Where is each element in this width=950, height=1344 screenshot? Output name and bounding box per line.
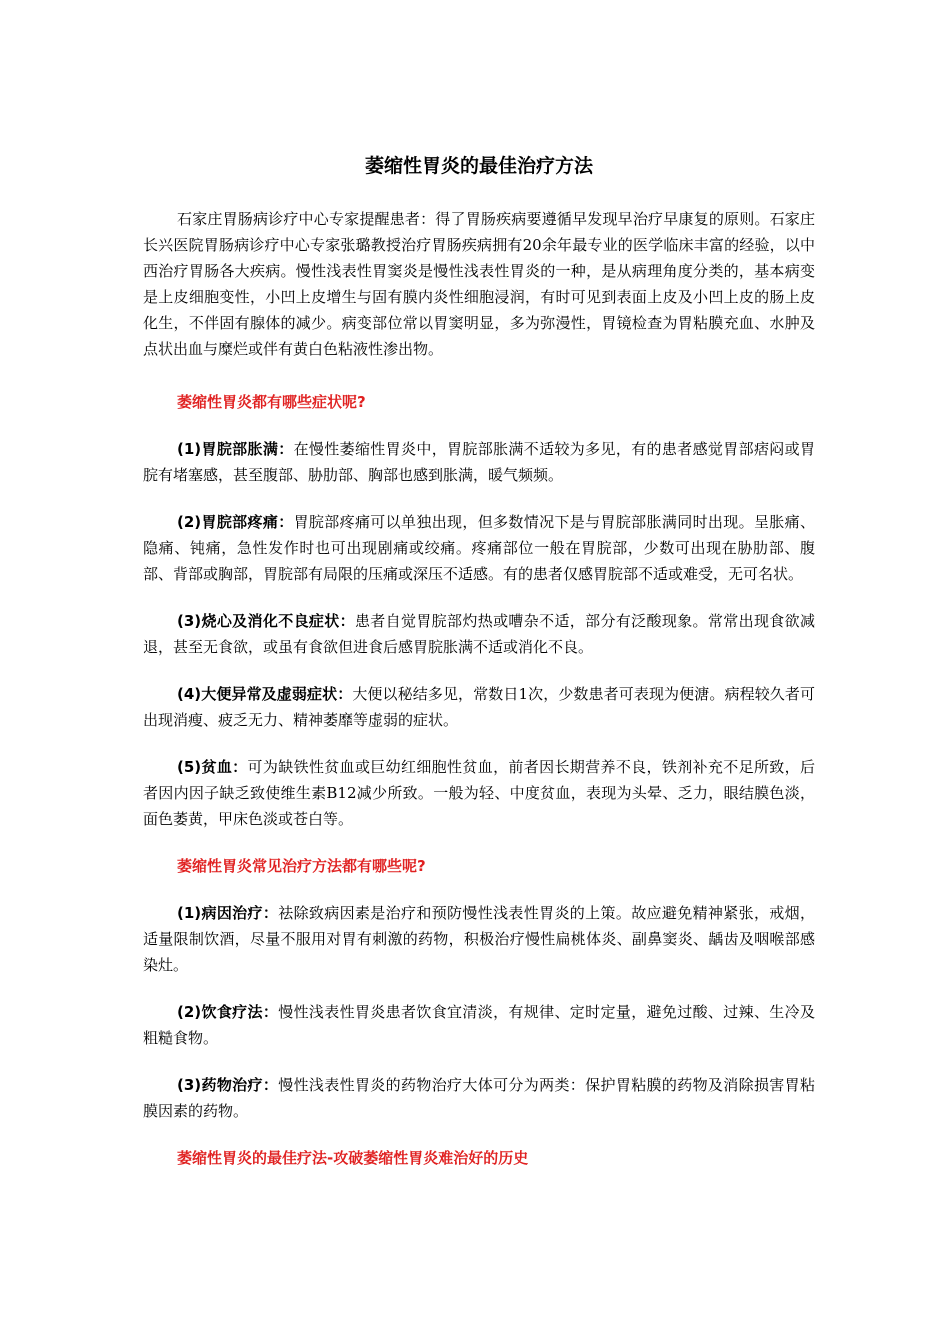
item-text: 慢性浅表性胃炎患者饮食宜清淡，有规律、定时定量，避免过酸、过辣、生冷及粗糙食物。 <box>143 1003 815 1047</box>
section-heading-treatments: 萎缩性胃炎常见治疗方法都有哪些呢? <box>177 857 426 875</box>
item-lead: (2)胃脘部疼痛： <box>177 513 294 531</box>
treatment-item <box>143 999 815 1051</box>
item-lead: (1)病因治疗： <box>177 904 279 922</box>
item-text: 胃脘部疼痛可以单独出现，但多数情况下是与胃脘部胀满同时出现。呈胀痛、隐痛、钝痛，急性发作时也可出现剧痛或绞痛。疼痛部位一般在胃脘部，少数可出现在胁肋部、腹部、背部或胸部，胃脘部有局限的压痛或深压不适感。有的患者仅感胃脘部不适或难受，无可名状。 <box>143 513 815 583</box>
item-lead: (4)大便异常及虚弱症状： <box>177 685 353 703</box>
treatment-item <box>143 900 815 978</box>
item-text: 祛除致病因素是治疗和预防慢性浅表性胃炎的上策。故应避免精神紧张，戒烟，适量限制饮酒，尽量不服用对胃有刺激的药物，积极治疗慢性扁桃体炎、副鼻窦炎、龋齿及咽喉部感染灶。 <box>143 904 815 974</box>
symptom-item <box>143 436 815 488</box>
item-lead: (5)贫血： <box>177 758 248 776</box>
item-lead: (2)饮食疗法： <box>177 1003 279 1021</box>
item-lead: (3)药物治疗： <box>177 1076 279 1094</box>
symptom-item <box>143 608 815 660</box>
symptom-item <box>143 509 815 587</box>
item-text: 慢性浅表性胃炎的药物治疗大体可分为两类：保护胃粘膜的药物及消除损害胃粘膜因素的药物。 <box>143 1076 815 1120</box>
section-heading-symptoms: 萎缩性胃炎都有哪些症状呢? <box>177 393 366 411</box>
item-text: 患者自觉胃脘部灼热或嘈杂不适，部分有泛酸现象。常常出现食欲减退，甚至无食欲，或虽有食欲但进食后感胃脘胀满不适或消化不良。 <box>143 612 815 656</box>
symptom-item <box>143 754 815 832</box>
item-text: 大便以秘结多见，常数日1次，少数患者可表现为便溏。病程较久者可出现消瘦、疲乏无力、精神萎靡等虚弱的症状。 <box>143 685 816 729</box>
document-title: 萎缩性胃炎的最佳治疗方法 <box>364 155 593 177</box>
intro-paragraph: 石家庄胃肠病诊疗中心专家提醒患者：得了胃肠疾病要遵循早发现早治疗早康复的原则。石家庄长兴医院胃肠病诊疗中心专家张璐教授治疗胃肠疾病拥有20余年最专业的医学临床丰富的经验，以中西治疗胃肠各大疾病。慢性浅表性胃窦炎是慢性浅表性胃炎的一种，是从病理角度分类的，基本病变是上皮细胞变性，小凹上皮增生与固有膜内炎性细胞浸润，有时可见到表面上皮及小凹上皮的肠上皮化生，不伴固有腺体的减少。病变部位常以胃窦明显，多为弥漫性，胃镜检查为胃粘膜充血、水肿及点状出血与糜烂或伴有黄白色粘液性渗出物。 <box>143 210 815 358</box>
item-text: 可为缺铁性贫血或巨幼红细胞性贫血，前者因长期营养不良，铁剂补充不足所致，后者因内因子缺乏致使维生素B12减少所致。一般为轻、中度贫血，表现为头晕、乏力，眼结膜色淡，面色萎黄，甲床色淡或苍白等。 <box>143 758 815 828</box>
treatment-item <box>143 1072 815 1124</box>
document-page <box>143 152 815 1192</box>
section-heading-best-therapy: 萎缩性胃炎的最佳疗法-攻破萎缩性胃炎难治好的历史 <box>177 1149 529 1167</box>
item-text: 在慢性萎缩性胃炎中，胃脘部胀满不适较为多见，有的患者感觉胃部痞闷或胃脘有堵塞感，甚至腹部、胁肋部、胸部也感到胀满，暖气频频。 <box>143 440 815 484</box>
symptom-item <box>143 681 815 733</box>
item-lead: (3)烧心及消化不良症状： <box>177 612 355 630</box>
item-lead: (1)胃脘部胀满： <box>177 440 294 458</box>
